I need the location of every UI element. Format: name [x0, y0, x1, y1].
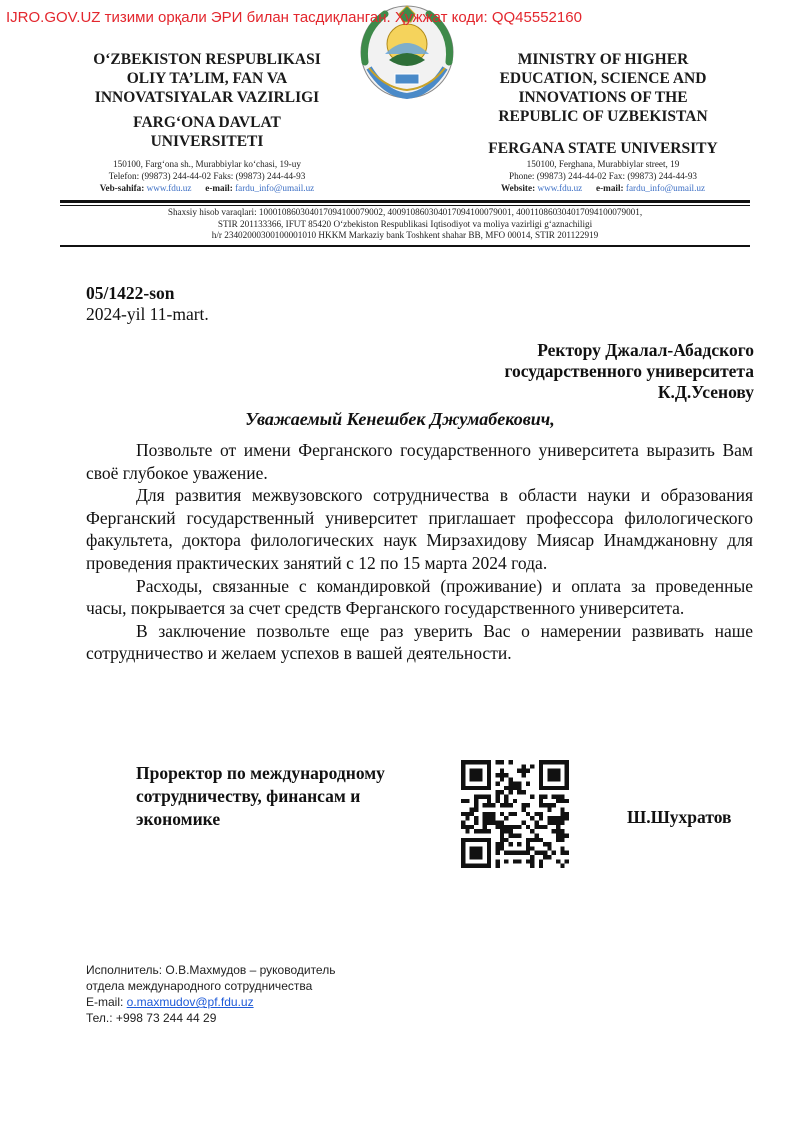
- body-paragraph: Для развития межвузовского сотрудничества в области науки и образования Ферганский государственный университет приглашает профессора филологического факультета, доктора филологических наук Мирзахидову Миясар Инамджановну для проведения практических занятий с 12 по 15 марта 2024 года.: [86, 485, 753, 573]
- qr-code-icon: [461, 760, 569, 868]
- addressee-line: Ректору Джалал-Абадского: [537, 340, 754, 360]
- bank-line: STIR 201133366, IFUT 85420 O‘zbekiston Respublikasi Iqtisodiyot va moliya vazirligi g‘aznachiligi: [217, 218, 593, 229]
- header-left-block: [62, 50, 352, 151]
- header-right-line: MINISTRY OF HIGHER: [517, 51, 689, 68]
- executor-line: отдела международного сотрудничества: [86, 979, 313, 993]
- header-divider: [60, 245, 750, 247]
- website-link[interactable]: www.fdu.uz: [146, 183, 192, 193]
- website-link[interactable]: www.fdu.uz: [537, 183, 583, 193]
- addressee-line: К.Д.Усенову: [657, 382, 754, 402]
- letter-date: 2024-yil 11-mart.: [86, 304, 209, 324]
- header-divider: [60, 205, 750, 206]
- university-name-uz: UNIVERSITETI: [150, 133, 264, 150]
- bank-details: [60, 207, 750, 242]
- header-left-line: O‘ZBEKISTON RESPUBLIKASI: [93, 51, 321, 68]
- email-label: e-mail:: [596, 183, 624, 193]
- header-left-line: INNOVATSIYALAR VAZIRLIGI: [94, 89, 320, 106]
- address-line: 150100, Farg‘ona sh., Murabbiylar ko‘chasi, 19-uy: [113, 159, 301, 169]
- executor-block: [86, 962, 335, 1026]
- email-link[interactable]: fardu_info@umail.uz: [625, 183, 706, 193]
- letter-reference: [86, 283, 209, 325]
- header-divider: [60, 200, 750, 203]
- letter-number: 05/1422-son: [86, 283, 175, 303]
- header-left-line: OLIY TA’LIM, FAN VA: [126, 70, 288, 87]
- signatory-title: [136, 762, 385, 831]
- header-right-line: REPUBLIC OF UZBEKISTAN: [498, 108, 708, 125]
- executor-email-link[interactable]: o.maxmudov@pf.fdu.uz: [126, 995, 254, 1009]
- signatory-title-line: сотрудничеству, финансам и: [136, 786, 361, 806]
- signatory-name: Ш.Шухратов: [627, 807, 732, 827]
- address-right: [468, 158, 738, 194]
- executor-line: Исполнитель: О.В.Махмудов – руководитель: [86, 963, 336, 977]
- university-name-en: FERGANA STATE UNIVERSITY: [488, 140, 718, 157]
- body-paragraph: Позвольте от имени Ферганского государственного университета выразить Вам своё глубокое уважение.: [86, 440, 753, 483]
- web-label: Website:: [500, 183, 536, 193]
- addressee-line: государственного университета: [504, 361, 754, 381]
- body-paragraph: Расходы, связанные с командировкой (проживание) и оплата за проведенные часы, покрывается за счет средств Ферганского государственного университета.: [86, 575, 753, 619]
- addressee-block: [504, 340, 754, 403]
- eri-verification-banner: IJRO.GOV.UZ тизими орқали ЭРИ билан тасдиқланган. Ҳужжат коди: QQ45552160: [6, 9, 582, 26]
- header-right-line: EDUCATION, SCIENCE AND: [499, 70, 707, 87]
- header-right-block: [468, 50, 738, 158]
- signatory-title-line: экономике: [136, 809, 221, 829]
- bank-line: h/r 23402000300100001010 HKKM Markaziy bank Toshkent shahar BB, MFO 00014, STIR 201122919: [211, 230, 599, 240]
- body-paragraph: В заключение позвольте еще раз уверить Вас о намерении развивать наше сотрудничество и желаем успехов в вашей деятельности.: [86, 620, 753, 664]
- web-label: Veb-sahifa:: [99, 183, 145, 193]
- university-name-uz: FARG‘ONA DAVLAT: [133, 114, 281, 131]
- phone-line: Telefon: (99873) 244-44-02 Faks: (99873) 244-44-93: [108, 171, 306, 181]
- executor-phone: Тел.: +998 73 244 44 29: [86, 1011, 217, 1025]
- address-left: [62, 158, 352, 194]
- executor-email-label: E-mail:: [86, 995, 127, 1009]
- signatory-title-line: Проректор по международному: [136, 763, 385, 783]
- phone-line: Phone: (99873) 244-44-02 Fax: (99873) 244-44-93: [508, 171, 698, 181]
- email-link[interactable]: fardu_info@umail.uz: [235, 183, 315, 193]
- letter-body: [86, 439, 753, 665]
- header-right-line: INNOVATIONS OF THE: [518, 89, 688, 106]
- bank-line: Shaxsiy hisob varaqlari: 100010860304017094100079002, 400910860304017094100079001, 400110860304017094100079001,: [167, 207, 643, 217]
- email-label: e-mail:: [205, 183, 233, 193]
- salutation: Уважаемый Кенешбек Джумабекович,: [245, 409, 555, 429]
- address-line: 150100, Ferghana, Murabbiylar street, 19: [526, 159, 680, 169]
